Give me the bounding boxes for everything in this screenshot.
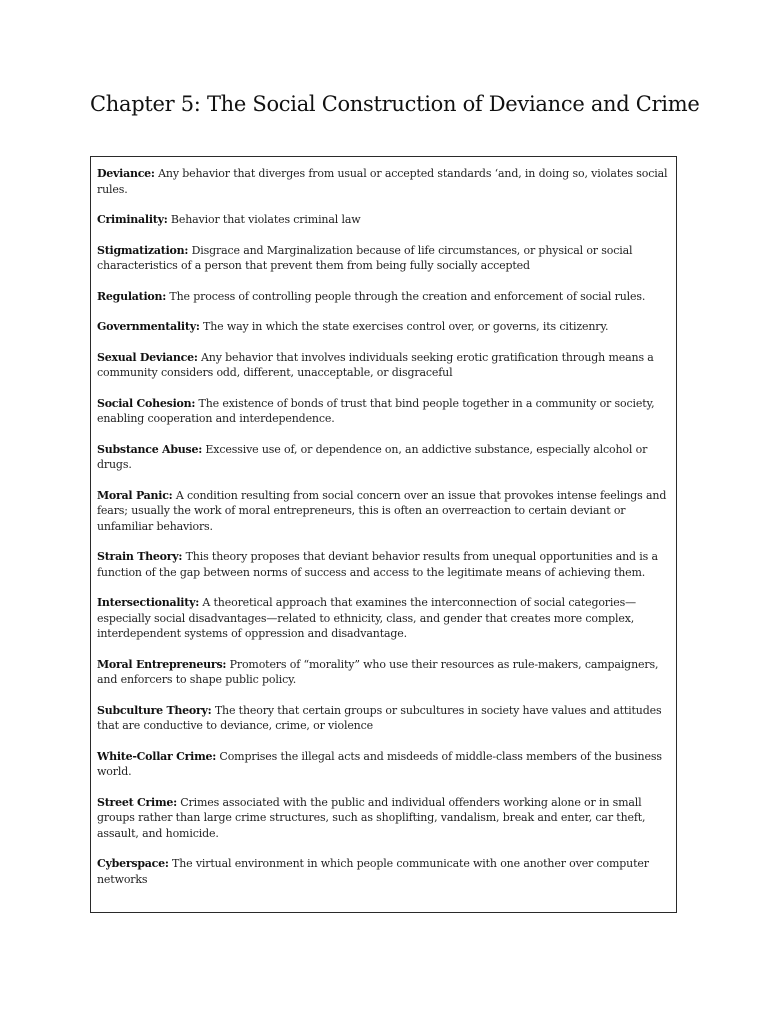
- glossary-definition: Any behavior that involves individuals seeking erotic gratification through means a community considers odd, different, unacceptable, or disgraceful: [97, 350, 654, 379]
- glossary-term: Intersectionality:: [97, 596, 200, 609]
- glossary-definition: Any behavior that diverges from usual or accepted standards ‘and, in doing so, violates social rules.: [97, 167, 668, 196]
- glossary-entry-street-crime: [97, 795, 669, 842]
- glossary-definition: A condition resulting from social concern over an issue that provokes intense feelings and fears; usually the work of moral entrepreneurs, this is often an overreaction to certain deviant or unfamiliar behaviors.: [97, 488, 667, 533]
- glossary-definition: The existence of bonds of trust that bind people together in a community or society, enabling cooperation and interdependence.: [97, 396, 655, 425]
- glossary-term: Strain Theory:: [97, 550, 183, 563]
- glossary-term: Regulation:: [97, 289, 167, 303]
- glossary-definition: Excessive use of, or dependence on, an addictive substance, especially alcohol or drugs.: [97, 442, 648, 471]
- glossary-entry-sexual-deviance: [97, 350, 669, 381]
- glossary-term: White-Collar Crime:: [97, 749, 217, 763]
- glossary-definition: Disgrace and Marginalization because of life circumstances, or physical or social characteristics of a person that prevent them from being fully socially accepted: [97, 243, 633, 272]
- glossary-definition: The theory that certain groups or subcultures in society have values and attitudes that are conductive to deviance, crime, or violence: [97, 703, 662, 732]
- glossary-term: Stigmatization:: [97, 243, 189, 257]
- glossary-entry-criminality: [97, 212, 669, 228]
- glossary-term: Substance Abuse:: [97, 442, 203, 456]
- glossary-entry-social-cohesion: [97, 396, 669, 427]
- glossary-definition: This theory proposes that deviant behavior results from unequal opportunities and is a function of the gap between norms of success and access to the legitimate means of achieving them.: [97, 550, 658, 579]
- glossary-definition: Behavior that violates criminal law: [170, 213, 361, 226]
- glossary-definition: A theoretical approach that examines the interconnection of social categories—especially social disadvantages—related to ethnicity, class, and gender that creates more complex, interdependent systems of oppression and disadvantage.: [97, 596, 636, 640]
- glossary-entry-cyberspace: [97, 856, 669, 887]
- glossary-entry-regulation: [97, 289, 669, 305]
- glossary-entry-substance-abuse: [97, 442, 669, 473]
- glossary-entry-moral-entrepreneurs: [97, 657, 669, 688]
- glossary-definition: Comprises the illegal acts and misdeeds of middle-class members of the business world.: [97, 749, 662, 778]
- glossary-entry-white-collar-crime: [97, 749, 669, 780]
- glossary-entry-intersectionality: [97, 595, 669, 642]
- glossary-term: Sexual Deviance:: [97, 350, 198, 364]
- glossary-definition: The virtual environment in which people communicate with one another over computer networks: [97, 857, 649, 886]
- glossary-entry-governmentality: [97, 319, 669, 335]
- glossary-entry-subculture-theory: [97, 703, 669, 734]
- glossary-definition: Promoters of “morality” who use their resources as rule-makers, campaigners, and enforcers to shape public policy.: [97, 657, 659, 686]
- glossary-definition: The process of controlling people through the creation and enforcement of social rules.: [169, 289, 646, 303]
- glossary-term: Criminality:: [97, 213, 168, 226]
- glossary-term: Subculture Theory:: [97, 703, 212, 717]
- glossary-term: Moral Entrepreneurs:: [97, 657, 227, 671]
- glossary-definition: Crimes associated with the public and individual offenders working alone or in small groups rather than large crime structures, such as shoplifting, vandalism, break and enter, car theft, assault, and homicide.: [97, 795, 646, 840]
- glossary-entry-moral-panic: [97, 488, 669, 535]
- glossary-term: Social Cohesion:: [97, 396, 196, 410]
- glossary-term: Governmentality:: [97, 320, 200, 333]
- glossary-term: Deviance:: [97, 167, 155, 180]
- glossary-definition: The way in which the state exercises control over, or governs, its citizenry.: [203, 320, 609, 333]
- glossary-entry-strain-theory: [97, 549, 669, 580]
- glossary-term: Moral Panic:: [97, 488, 173, 502]
- glossary-term: Street Crime:: [97, 795, 177, 809]
- glossary-entry-deviance: [97, 166, 669, 197]
- glossary-term: Cyberspace:: [97, 857, 169, 870]
- glossary-entry-stigmatization: [97, 243, 669, 274]
- page-title: Chapter 5: The Social Construction of Deviance and Crime: [90, 92, 700, 116]
- glossary-box: [90, 156, 677, 913]
